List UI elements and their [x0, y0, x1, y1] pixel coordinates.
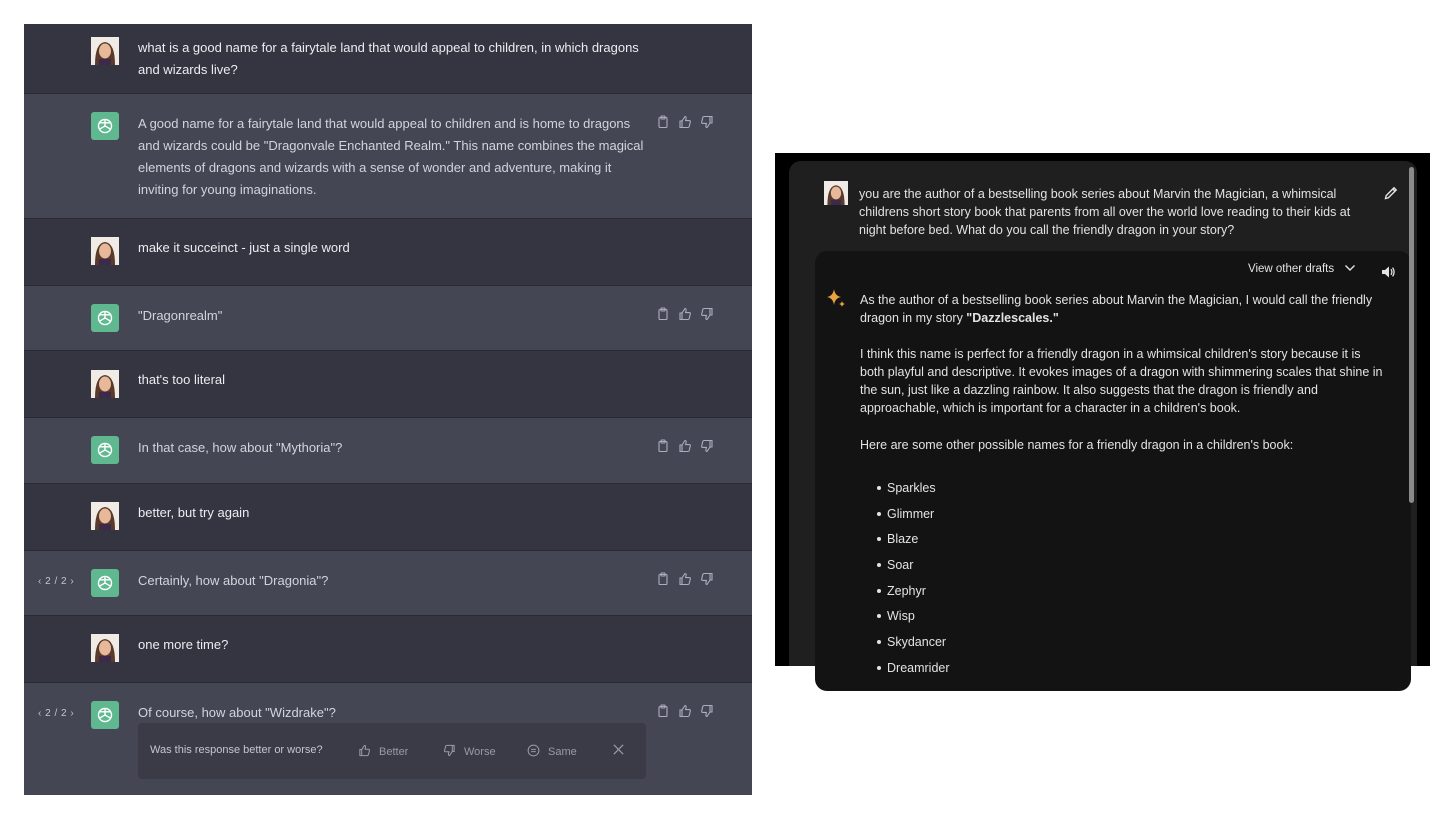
- thumbs-down-icon: [443, 744, 456, 760]
- bard-response-card: [815, 251, 1411, 691]
- thumbs-down-icon[interactable]: [700, 439, 714, 453]
- user-message-row: [24, 484, 752, 551]
- message-text: "Dragonrealm": [138, 308, 223, 323]
- user-avatar: [91, 634, 119, 662]
- thumbs-up-icon[interactable]: [678, 572, 692, 586]
- message-text: make it succeinct - just a single word: [138, 240, 350, 255]
- message-actions: [656, 439, 714, 453]
- message-text: one more time?: [138, 637, 229, 652]
- user-message-row: [24, 616, 752, 683]
- thumbs-up-icon[interactable]: [678, 704, 692, 718]
- chatgpt-logo-icon: [91, 701, 119, 729]
- assistant-message-row: [24, 286, 752, 351]
- list-item: Zephyr: [860, 582, 950, 608]
- message-text: that's too literal: [138, 372, 226, 387]
- user-avatar: [91, 37, 119, 65]
- message-text: Certainly, how about "Dragonia"?: [138, 573, 329, 588]
- equals-circle-icon: [527, 744, 540, 760]
- message-actions: [656, 307, 714, 321]
- copy-icon[interactable]: [656, 704, 670, 718]
- response-pager[interactable]: [38, 708, 74, 719]
- view-other-drafts-button[interactable]: [1248, 263, 1356, 275]
- edit-pencil-icon[interactable]: [1383, 185, 1399, 201]
- list-item: Skydancer: [860, 633, 950, 659]
- response-paragraph-2: I think this name is perfect for a friendly dragon in a whimsical children's story because it is both playful and descriptive. It evokes images of a dragon with shimmering scales that shine in the sun, just like a dazzling rainbow. It also suggests that the dragon is friendly and approachable, which is important for a character in a children's book.: [860, 347, 1383, 415]
- list-item: Soar: [860, 556, 950, 582]
- same-button[interactable]: [527, 744, 577, 760]
- same-label: Same: [548, 746, 577, 758]
- thumbs-down-icon[interactable]: [700, 307, 714, 321]
- list-item: Wisp: [860, 607, 950, 633]
- message-actions: [656, 115, 714, 129]
- close-icon[interactable]: [612, 743, 625, 756]
- user-prompt: you are the author of a bestselling book series about Marvin the Magician, a whimsical childrens short story book that parents from all over the world love reading to their kids at night before bed. What do you call the friendly dragon in your story?: [859, 187, 1351, 237]
- chevron-right-icon[interactable]: ›: [70, 576, 75, 587]
- thumbs-up-icon[interactable]: [678, 439, 692, 453]
- message-actions: [656, 704, 714, 718]
- speaker-icon[interactable]: [1380, 264, 1396, 280]
- response-paragraph-1: [860, 291, 1385, 327]
- dragon-name-highlight: "Dazzlescales.": [966, 311, 1059, 325]
- thumbs-up-icon[interactable]: [678, 307, 692, 321]
- better-button[interactable]: [358, 744, 408, 760]
- better-label: Better: [379, 746, 409, 758]
- chevron-left-icon[interactable]: ‹: [38, 576, 42, 587]
- response-paragraph-3: Here are some other possible names for a friendly dragon in a children's book:: [860, 438, 1294, 452]
- copy-icon[interactable]: [656, 307, 670, 321]
- thumbs-down-icon[interactable]: [700, 115, 714, 129]
- user-avatar: [824, 181, 848, 205]
- pager-label: 2 / 2: [45, 708, 68, 719]
- worse-button[interactable]: [443, 744, 496, 760]
- user-avatar: [91, 237, 119, 265]
- user-avatar: [91, 370, 119, 398]
- bard-sparkle-icon: [825, 287, 847, 309]
- chatgpt-logo-icon: [91, 569, 119, 597]
- list-item: Glimmer: [860, 505, 950, 531]
- list-item: Blaze: [860, 530, 950, 556]
- message-text: A good name for a fairytale land that would appeal to children and is home to dragons and wizards could be "Dragonvale Enchanted Realm." This name combines the magical elements of dragons and wizards with a sense of wonder and adventure, making it inviting for young imaginations.: [138, 116, 644, 197]
- message-actions: [656, 572, 714, 586]
- list-item: Sparkles: [860, 479, 950, 505]
- response-text: As the author of a bestselling book series about Marvin the Magician, I would call the friendly dragon in my story: [860, 293, 1373, 325]
- thumbs-up-icon[interactable]: [678, 115, 692, 129]
- worse-label: Worse: [464, 746, 496, 758]
- thumbs-down-icon[interactable]: [700, 572, 714, 586]
- assistant-message-row: [24, 94, 752, 219]
- bard-conversation: [775, 153, 1430, 675]
- message-text: what is a good name for a fairytale land that would appeal to children, in which dragons and wizards live?: [138, 40, 639, 77]
- assistant-message-row: [24, 551, 752, 616]
- bard-chat-container: [789, 161, 1417, 675]
- message-text: Of course, how about "Wizdrake"?: [138, 705, 336, 720]
- chatgpt-conversation: [24, 24, 752, 795]
- user-message-row: [24, 351, 752, 418]
- list-item: Dreamrider: [860, 659, 950, 685]
- user-avatar: [91, 502, 119, 530]
- view-drafts-label: View other drafts: [1248, 263, 1335, 275]
- response-feedback-bar: [138, 723, 646, 779]
- feedback-question: Was this response better or worse?: [150, 744, 323, 756]
- response-pager[interactable]: [38, 576, 74, 587]
- thumbs-down-icon[interactable]: [700, 704, 714, 718]
- chevron-left-icon[interactable]: ‹: [38, 708, 42, 719]
- copy-icon[interactable]: [656, 439, 670, 453]
- user-message-row: [24, 219, 752, 286]
- dragon-name-list: [860, 479, 950, 685]
- pager-label: 2 / 2: [45, 576, 68, 587]
- chevron-right-icon[interactable]: ›: [70, 708, 75, 719]
- thumbs-up-icon: [358, 744, 371, 760]
- chatgpt-logo-icon: [91, 304, 119, 332]
- message-text: better, but try again: [138, 505, 250, 520]
- scrollbar[interactable]: [1409, 167, 1414, 503]
- chatgpt-logo-icon: [91, 436, 119, 464]
- copy-icon[interactable]: [656, 115, 670, 129]
- assistant-message-row: [24, 418, 752, 484]
- user-message-row: [24, 24, 752, 94]
- chatgpt-logo-icon: [91, 112, 119, 140]
- chevron-down-icon: [1344, 263, 1356, 275]
- message-text: In that case, how about "Mythoria"?: [138, 440, 343, 455]
- copy-icon[interactable]: [656, 572, 670, 586]
